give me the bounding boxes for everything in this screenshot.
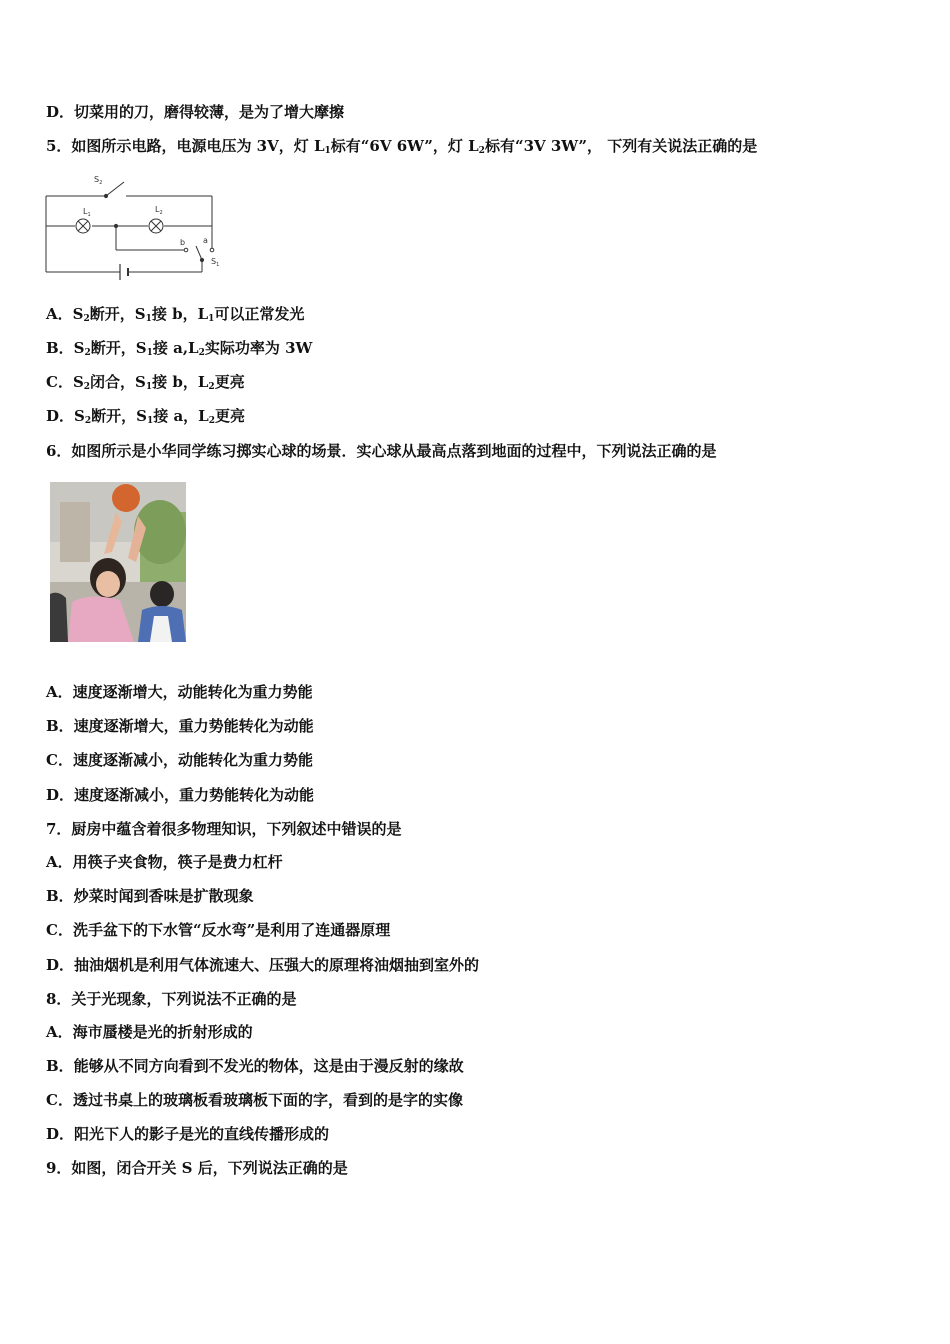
- label-s2: $S_2$: [94, 175, 103, 186]
- q6-option-a: A．速度逐渐增大，动能转化为重力势能: [46, 683, 313, 701]
- q9-stem: 9．如图，闭合开关 S 后，下列说法正确的是: [46, 1159, 348, 1177]
- q7-stem: 7．厨房中蕴含着很多物理知识，下列叙述中错误的是: [46, 820, 402, 838]
- q6-option-b: B．速度逐渐增大，重力势能转化为动能: [46, 717, 314, 735]
- circuit-diagram: [40, 172, 230, 282]
- q6-stem: 6．如图所示是小华同学练习掷实心球的场景．实心球从最高点落到地面的过程中，下列说法正确的是: [46, 442, 717, 460]
- q5-option-a: A．$S_2$断开，$S_1$接 b，$L_1$可以正常发光: [46, 305, 305, 324]
- label-s1: $S_1$: [211, 257, 220, 268]
- label-b: b: [180, 238, 186, 247]
- q5-stem: 5．如图所示电路，电源电压为 3V，灯 $L_1$标有“6V 6W”，灯 $L_2$标有“3V 3W”， 下列有关说法正确的是: [46, 137, 758, 156]
- q7-option-a: A．用筷子夹食物，筷子是费力杠杆: [46, 853, 283, 871]
- q6-option-c: C．速度逐渐减小，动能转化为重力势能: [46, 751, 313, 769]
- q6-option-d: D．速度逐渐减小，重力势能转化为动能: [46, 786, 315, 804]
- label-a: a: [203, 236, 208, 245]
- q8-option-a: A．海市蜃楼是光的折射形成的: [46, 1023, 253, 1041]
- q8-option-b: B．能够从不同方向看到不发光的物体，这是由于漫反射的缘故: [46, 1057, 464, 1075]
- q4-option-d: D．切菜用的刀，磨得较薄，是为了增大摩擦: [46, 103, 345, 121]
- q5-option-b: B．$S_2$断开，$S_1$接 $a,L_2$实际功率为 3W: [46, 339, 313, 358]
- q5-option-c: C．$S_2$闭合，$S_1$接 b，$L_2$更亮: [46, 373, 245, 392]
- q8-option-c: C．透过书桌上的玻璃板看玻璃板下面的字，看到的是字的实像: [46, 1091, 463, 1109]
- q8-option-d: D．阳光下人的影子是光的直线传播形成的: [46, 1125, 330, 1143]
- q7-option-d: D．抽油烟机是利用气体流速大、压强大的原理将油烟抽到室外的: [46, 956, 480, 974]
- label-l2: $L_2$: [155, 205, 163, 216]
- q7-option-c: C．洗手盆下的下水管“反水弯”是利用了连通器原理: [46, 921, 391, 939]
- shot-put-photo: [50, 482, 186, 642]
- q7-option-b: B．炒菜时闻到香味是扩散现象: [46, 887, 254, 905]
- q5-option-d: D．$S_2$断开，$S_1$接 a，$L_2$更亮: [46, 407, 245, 426]
- q8-stem: 8．关于光现象，下列说法不正确的是: [46, 990, 297, 1008]
- label-l1: $L_1$: [83, 207, 91, 218]
